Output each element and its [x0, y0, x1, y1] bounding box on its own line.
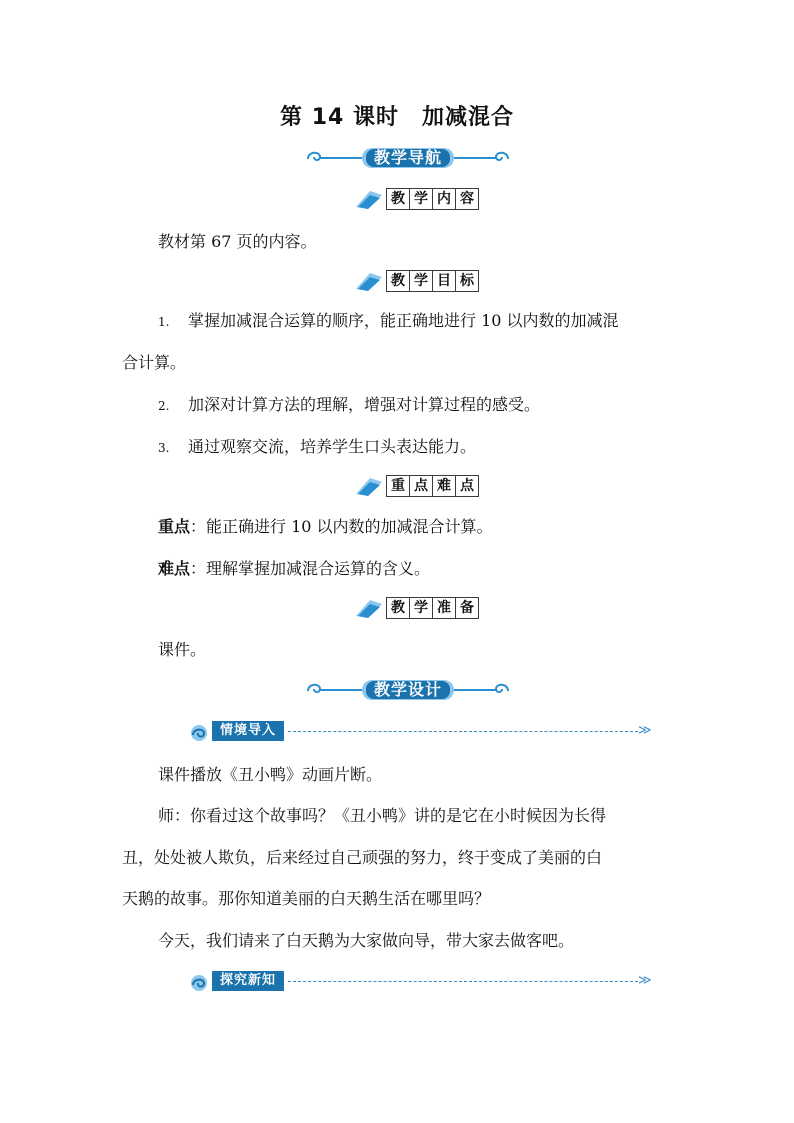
difficult-point — [158, 559, 430, 579]
book-icon — [354, 474, 384, 498]
key-point — [158, 517, 493, 537]
subhead-char: 学 — [410, 598, 433, 618]
subhead-char: 标 — [460, 273, 474, 289]
subhead-char: 容 — [460, 191, 474, 207]
banner-design-label: 教学设计 — [373, 680, 442, 699]
subhead-prep-box — [386, 597, 479, 619]
subhead-key-box — [386, 475, 479, 497]
book-icon — [354, 596, 384, 620]
section-intro-label: 情境导入 — [212, 721, 284, 741]
subhead-char: 难 — [433, 476, 456, 496]
subhead-char: 教 — [387, 598, 410, 618]
section-banner-guide — [302, 145, 514, 171]
goal-item — [158, 437, 476, 458]
book-icon — [354, 187, 384, 211]
swirl-icon — [188, 723, 210, 743]
subhead-char: 教 — [387, 189, 410, 209]
goal-text: 通过观察交流，培养学生口头表达能力。 — [188, 437, 477, 456]
prep-text: 课件。 — [158, 640, 207, 659]
subhead-char: 教 — [387, 271, 410, 291]
content-text: 教材第 67 页的内容。 — [158, 232, 317, 251]
subhead-char: 学 — [410, 271, 433, 291]
subhead-char: 备 — [460, 600, 474, 616]
section-banner-design — [302, 677, 514, 703]
difficult-point-text: ：理解掌握加减混合运算的含义。 — [190, 559, 431, 578]
key-point-text: ：能正确进行 10 以内数的加减混合计算。 — [190, 517, 493, 536]
subhead-char: 内 — [433, 189, 456, 209]
section-explore-label: 探究新知 — [212, 971, 284, 991]
intro-paragraph: 今天，我们请来了白天鹅为大家做向导，带大家去做客吧。 — [158, 931, 575, 950]
subhead-content-box — [386, 188, 479, 210]
subhead-char: 点 — [410, 476, 433, 496]
goal-item — [158, 395, 540, 416]
section-intro — [188, 721, 658, 743]
key-point-label: 重点 — [158, 517, 191, 536]
intro-paragraph-continued: 丑，处处被人欺负，后来经过自己顽强的努力，终于变成了美丽的白 — [122, 848, 603, 867]
subhead-char: 重 — [387, 476, 410, 496]
intro-paragraph-continued: 天鹅的故事。那你知道美丽的白天鹅生活在哪里吗？ — [122, 889, 491, 908]
section-explore — [188, 971, 658, 993]
subhead-goals-box — [386, 270, 479, 292]
goal-number: 1. — [158, 315, 170, 329]
goal-text: 加深对计算方法的理解，增强对计算过程的感受。 — [188, 395, 541, 414]
difficult-point-label: 难点 — [158, 559, 191, 578]
intro-paragraph: 课件播放《丑小鸭》动画片断。 — [158, 765, 383, 784]
page-title: 第 14 课时 加减混合 — [280, 105, 514, 130]
dashed-line — [288, 981, 638, 982]
banner-guide-label: 教学导航 — [373, 148, 442, 167]
dashed-line — [288, 731, 638, 732]
intro-paragraph: 师：你看过这个故事吗？《丑小鸭》讲的是它在小时候因为长得 — [158, 806, 607, 825]
subhead-char: 目 — [433, 271, 456, 291]
subhead-char: 准 — [433, 598, 456, 618]
double-chevron-icon: ≫ — [638, 723, 652, 738]
subhead-char: 点 — [460, 478, 474, 494]
goal-item-continued: 合计算。 — [122, 353, 187, 372]
subhead-char: 学 — [410, 189, 433, 209]
goal-number: 3. — [158, 441, 170, 455]
goal-item — [158, 311, 619, 332]
goal-text: 掌握加减混合运算的顺序，能正确地进行 10 以内数的加减混 — [188, 311, 619, 330]
swirl-icon — [188, 973, 210, 993]
goal-number: 2. — [158, 399, 170, 413]
double-chevron-icon: ≫ — [638, 973, 652, 988]
book-icon — [354, 269, 384, 293]
